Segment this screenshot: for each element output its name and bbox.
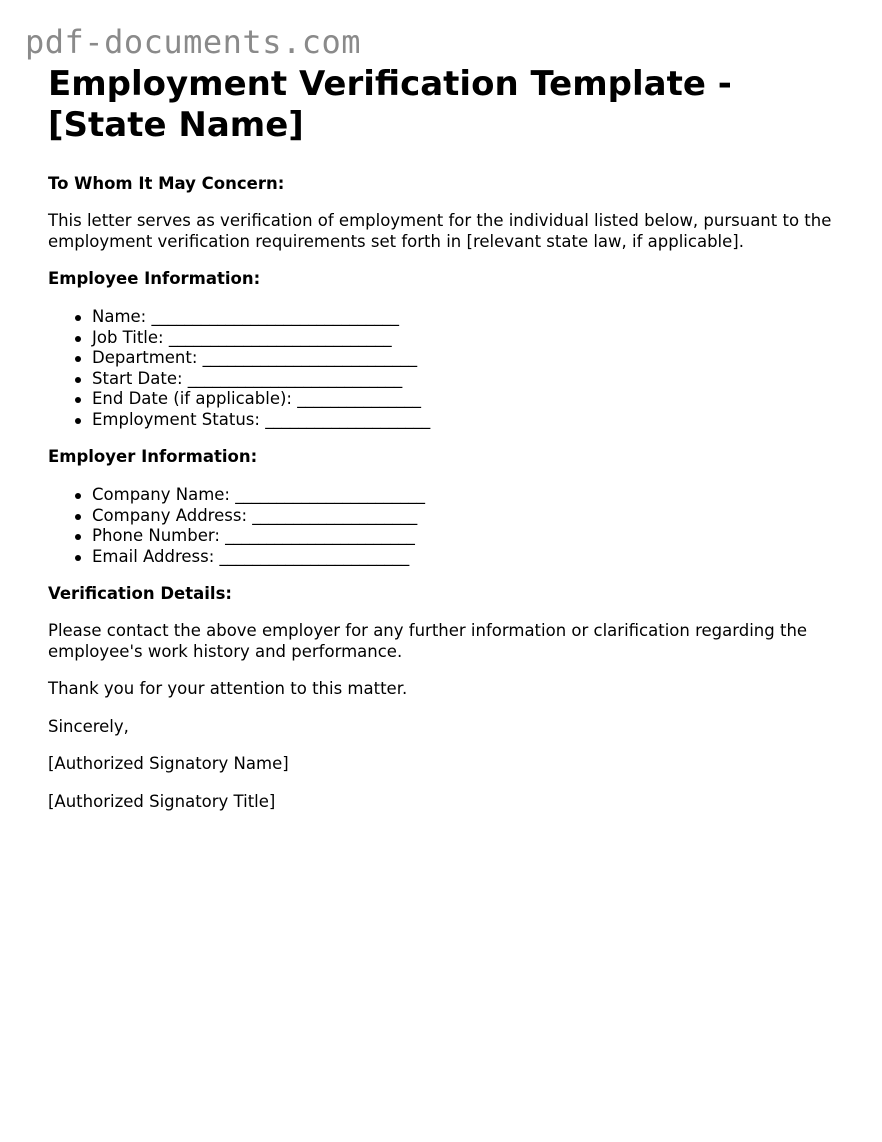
employer-info-heading: Employer Information: bbox=[48, 447, 258, 466]
employee-end-date-field: End Date (if applicable): _______________ bbox=[92, 389, 848, 410]
employee-status-field: Employment Status: ____________________ bbox=[92, 410, 848, 431]
company-address-field: Company Address: ____________________ bbox=[92, 506, 848, 527]
watermark-text: pdf-documents.com bbox=[25, 23, 362, 61]
phone-number-field: Phone Number: _______________________ bbox=[92, 526, 848, 547]
employee-department-field: Department: __________________________ bbox=[92, 348, 848, 369]
document-page bbox=[48, 64, 848, 812]
signatory-title: [Authorized Signatory Title] bbox=[48, 791, 276, 811]
signatory-name: [Authorized Signatory Name] bbox=[48, 754, 289, 773]
company-name-field: Company Name: _______________________ bbox=[92, 485, 848, 506]
thanks-paragraph: Thank you for your attention to this matter. bbox=[48, 679, 408, 698]
employee-start-date-field: Start Date: __________________________ bbox=[92, 369, 848, 390]
email-address-field: Email Address: _______________________ bbox=[92, 547, 848, 568]
document-title: Employment Verification Template - [State Name] bbox=[48, 64, 732, 145]
employee-job-title-field: Job Title: ___________________________ bbox=[92, 328, 848, 349]
salutation: To Whom It May Concern: bbox=[48, 174, 285, 193]
employee-info-list bbox=[48, 307, 848, 430]
verification-details-paragraph: Please contact the above employer for any further information or clarification regarding the employee's work history and performance. bbox=[48, 621, 808, 661]
signoff: Sincerely, bbox=[48, 716, 129, 736]
verification-details-heading: Verification Details: bbox=[48, 584, 233, 603]
employer-info-list bbox=[48, 485, 848, 567]
employee-name-field: Name: ______________________________ bbox=[92, 307, 848, 328]
employee-info-heading: Employee Information: bbox=[48, 269, 261, 288]
intro-paragraph: This letter serves as verification of employment for the individual listed below, pursuant to the employment verification requirements set forth in [relevant state law, if applicable]. bbox=[48, 211, 832, 251]
